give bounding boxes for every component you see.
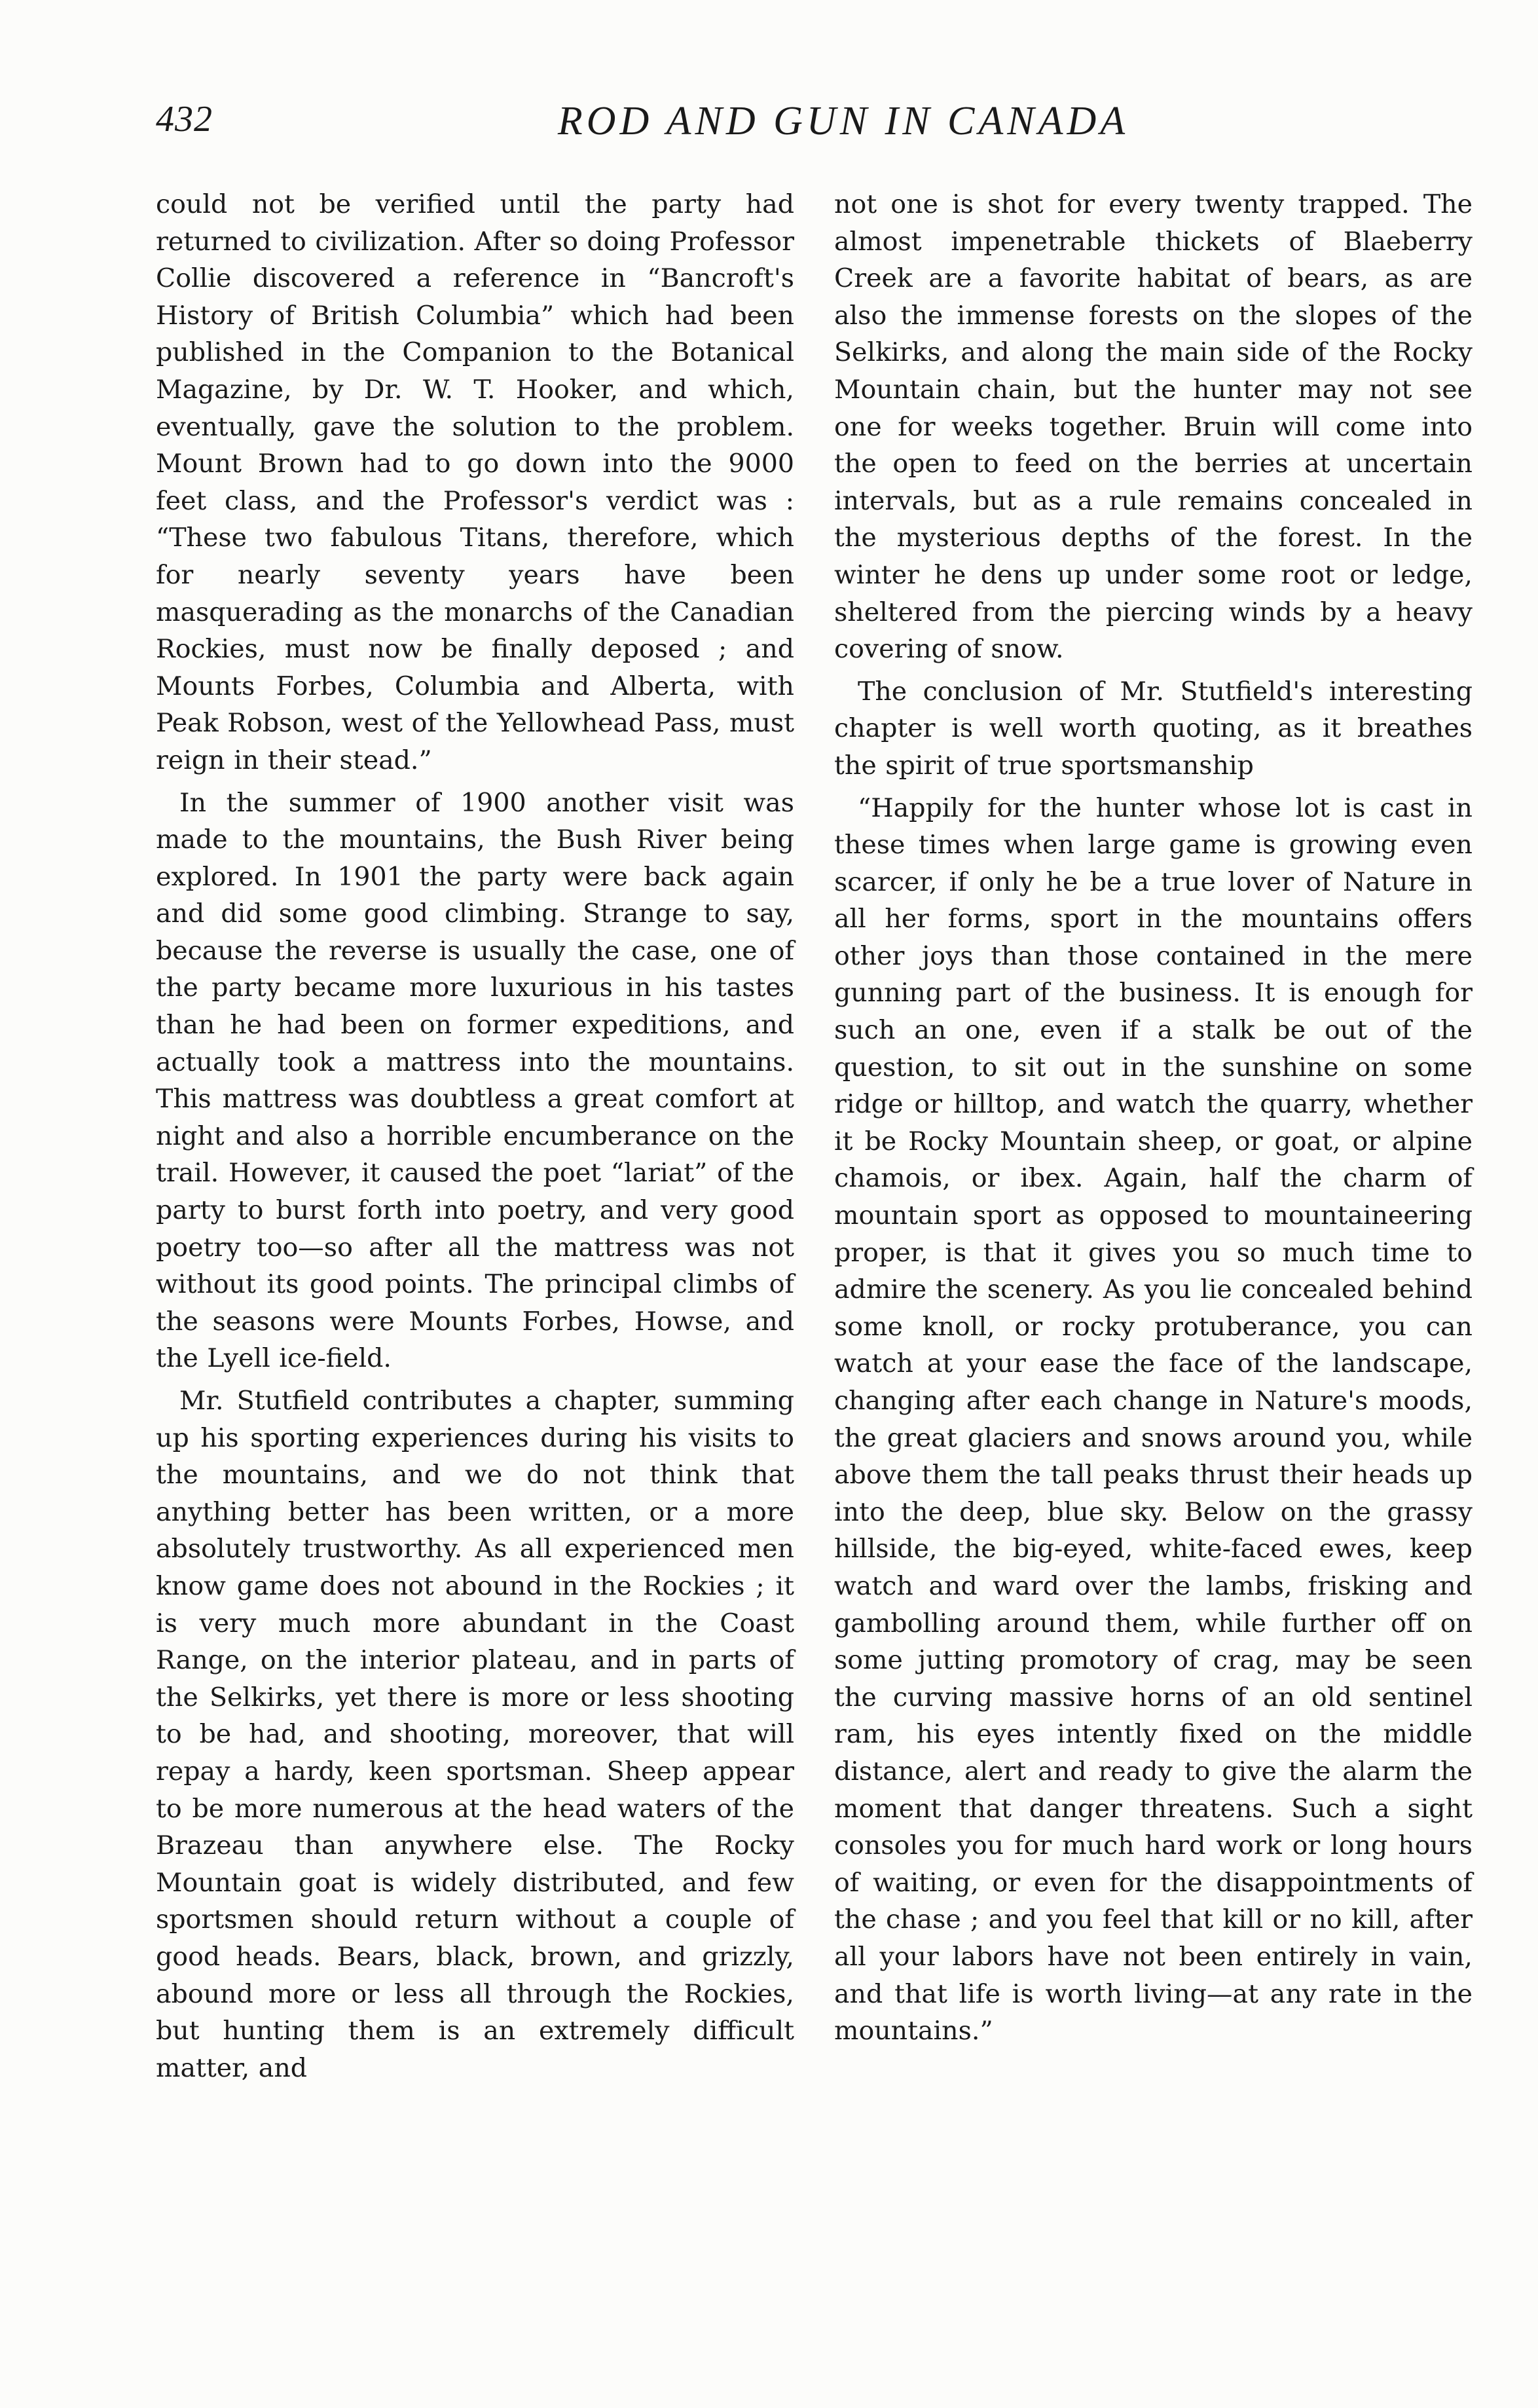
paragraph: “Happily for the hunter whose lot is cast in these times when large game is growing even scarcer, if only he be a true lover of Nature in all her forms, sport in the mountains offers other joys than those contained in the mere gunning part of the business. It is enough for such an one, even if a stalk be out of the question, to sit out in the sunshine on some ridge or hilltop, and watch the quarry, whether it be Rocky Mountain sheep, or goat, or alpine chamois, or ibex. Again, half the charm of mountain sport as opposed to mountaineering proper, is that it gives you so much time to admire the scenery. As you lie concealed behind some knoll, or rocky protuberance, you can watch at your ease the face of the landscape, changing after each change in Nature's moods, the great glaciers and snows around you, while above them the tall peaks thrust their heads up into the deep, blue sky. Below on the grassy hillside, the big-eyed, white-faced ewes, keep watch and ward over the lambs, frisking and gambolling around them, while further off on some jutting promotory of crag, may be seen the curving massive horns of an old sentinel ram, his eyes intently fixed on the middle distance, alert and ready to give the alarm the moment that danger threatens. Such a sight consoles you for much hard work or long hours of waiting, or even for the disappointments of the chase ; and you feel that kill or no kill, after all your labors have not been entirely in vain, and that life is worth living—at any rate in the mountains.” — [834, 792, 1473, 2047]
page-header — [156, 98, 1472, 157]
paragraph: not one is shot for every twenty trapped. The almost impenetrable thickets of Blaeberry Creek are a favorite habitat of bears, as are also the immense forests on the slopes of the Selkirks, and along the main side of the Rocky Mountain chain, but the hunter may not see one for weeks together. Bruin will come into the open to feed on the berries at uncertain intervals, but as a rule remains concealed in the mysterious depths of the forest. In the winter he dens up under some root or ledge, sheltered from the piercing winds by a heavy covering of snow. — [834, 189, 1473, 665]
journal-title: ROD AND GUN IN CANADA — [557, 99, 1129, 143]
paragraph: In the summer of 1900 another visit was made to the mountains, the Bush River being explored. In 1901 the party were back again and did some good climbing. Strange to say, because the reverse is usually the case, one of the party became more luxurious in his tastes than he had been on former expeditions, and actually took a mattress into the mountains. This mattress was doubtless a great comfort at night and also a horrible encumberance on the trail. However, it caused the poet “lariat” of the party to burst forth into poetry, and very good poetry too—so after all the mattress was not without its good points. The principal climbs of the seasons were Mounts Forbes, Howse, and the Lyell ice-field. — [156, 787, 794, 1374]
page-number: 432 — [156, 99, 213, 139]
paragraph: The conclusion of Mr. Stutfield's interesting chapter is well worth quoting, as it breathes the spirit of true sportsmanship — [834, 676, 1473, 781]
paragraph: could not be verified until the party had returned to civilization. After so doing Professor Collie discovered a reference in “Bancroft's History of British Columbia” which had been published in the Companion to the Botanical Magazine, by Dr. W. T. Hooker, and which, eventually, gave the solution to the problem. Mount Brown had to go down into the 9000 feet class, and the Professor's verdict was : “These two fabulous Titans, therefore, which for nearly seventy years have been masquerading as the monarchs of the Canadian Rockies, must now be finally deposed ; and Mounts Forbes, Columbia and Alberta, with Peak Robson, west of the Yellowhead Pass, must reign in their stead.” — [156, 189, 794, 775]
left-column — [156, 186, 794, 2086]
right-column — [834, 186, 1473, 2050]
paragraph: Mr. Stutfield contributes a chapter, summing up his sporting experiences during his visits to the mountains, and we do not think that anything better has been written, or a more absolutely trustworthy. As all experienced men know game does not abound in the Rockies ; it is very much more abundant in the Coast Range, on the interior plateau, and in parts of the Selkirks, yet there is more or less shooting to be had, and shooting, moreover, that will repay a hardy, keen sportsman. Sheep appear to be more numerous at the head waters of the Brazeau than anywhere else. The Rocky Mountain goat is widely distributed, and few sportsmen should return without a couple of good heads. Bears, black, brown, and grizzly, abound more or less all through the Rockies, but hunting them is an extremely difficult matter, and — [156, 1386, 794, 2083]
